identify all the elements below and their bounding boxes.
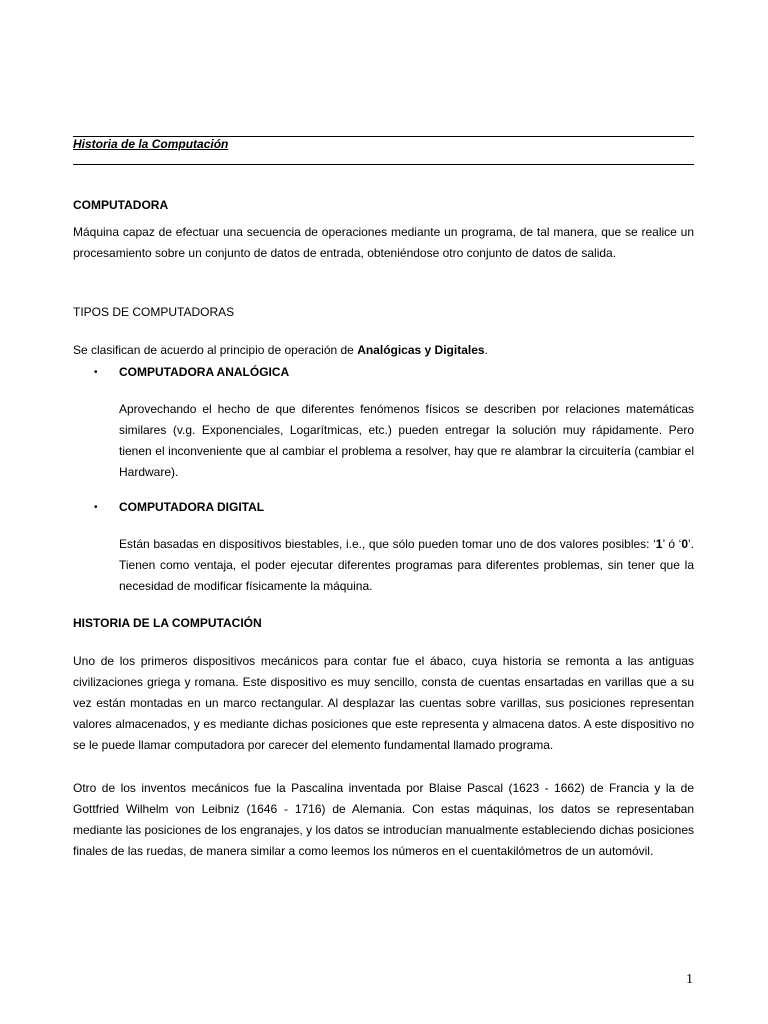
page-number: 1 [686,972,693,987]
title-bottom-rule [73,164,694,165]
digital-text-c: ’. Tienen como ventaja, el poder ejecutar diferentes programas para diferentes problemas, sin tener que la necesidad de modificar físicamente la máquina. [119,537,694,593]
paragraph-historia-1: Uno de los primeros dispositivos mecánicos para contar fue el ábaco, cuya historia se remonta a las antiguas civilizaciones griega y romana. Este dispositivo es muy sencillo, consta de cuentas ensartadas en varillas que a su vez están montadas en un marco rectangular. Al desplazar las cuentas sobre varillas, sus posiciones representan valores almacenados, y es mediante dichas posiciones que este representa y almacena datos. A este dispositivo no se le puede llamar computadora por carecer del elemento fundamental llamado programa. [73,654,694,752]
digital-bold-0: 0 [681,537,688,551]
heading-analogica: COMPUTADORA ANALÓGICA [119,365,290,379]
paragraph-digital [119,534,694,597]
heading-historia: HISTORIA DE LA COMPUTACIÓN [73,616,262,630]
tipos-intro-bold: Analógicas y Digitales [357,343,485,357]
heading-digital: COMPUTADORA DIGITAL [119,500,265,514]
paragraph-tipos [73,340,694,361]
document-title: Historia de la Computación [73,137,229,151]
paragraph-computadora: Máquina capaz de efectuar una secuencia de operaciones mediante un programa, de tal manera, que se realice un procesamiento sobre un conjunto de datos de entrada, obteniéndose otro conjunto de datos de salida. [73,225,694,260]
digital-text-a: Están basadas en dispositivos biestables, i.e., que sólo pueden tomar uno de dos valores posibles: ‘ [119,537,656,551]
digital-text-b: ’ ó ‘ [662,537,682,551]
bullet-icon: • [94,367,98,378]
heading-computadora: COMPUTADORA [73,198,169,212]
digital-bold-1: 1 [655,537,663,551]
paragraph-historia-2: Otro de los inventos mecánicos fue la Pascalina inventada por Blaise Pascal (1623 - 1662) de Francia y la de Gottfried Wilhelm von Leibniz (1646 - 1716) de Alemania. Con estas máquinas, los datos se representaban mediante las posiciones de los engranajes, y los datos se introducían manualmente estableciendo dichas posiciones finales de las ruedas, de manera similar a como leemos los números en el cuentakilómetros de un automóvil. [73,781,694,858]
bullet-icon: • [94,502,98,513]
tipos-intro-text: Se clasifican de acuerdo al principio de operación de [73,343,358,357]
tipos-intro-end: . [484,343,488,357]
heading-tipos: TIPOS DE COMPUTADORAS [73,305,235,319]
paragraph-analogica: Aprovechando el hecho de que diferentes fenómenos físicos se describen por relaciones matemáticas similares (v.g. Exponenciales, Logarítmicas, etc.) pueden entregar la solución muy rápidamente. Pero tienen el inconveniente que al cambiar el problema a resolver, hay que re alambrar la circuitería (cambiar el Hardware). [119,402,694,479]
